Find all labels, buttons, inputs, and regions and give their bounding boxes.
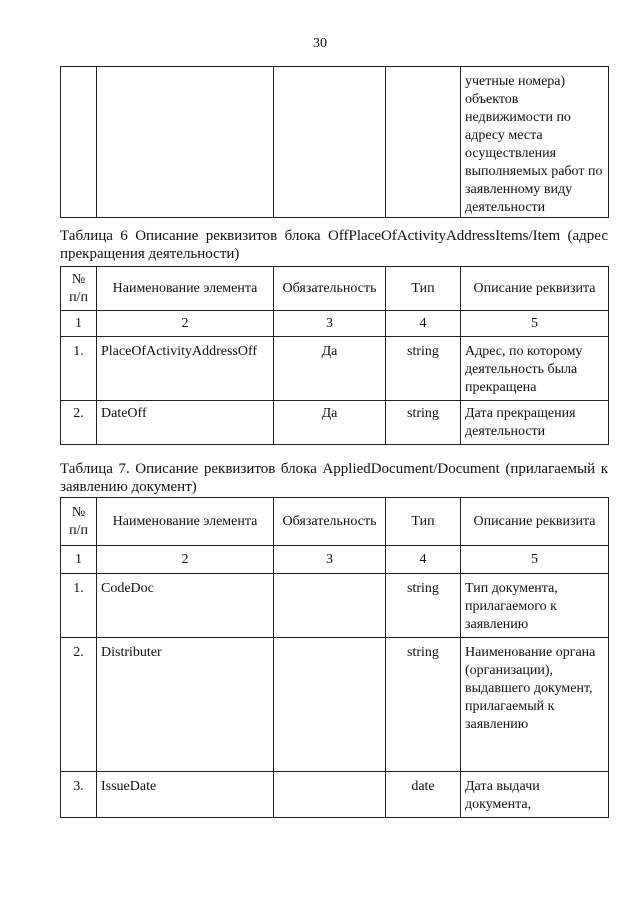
continued-cell-required	[274, 67, 386, 218]
table7-row2-desc: Наименование органа (организации), выдавшего документ, прилагаемый к заявлению	[461, 638, 609, 772]
table7-row1-desc: Тип документа, прилагаемого к заявлению	[461, 574, 609, 638]
table7-row2-required	[274, 638, 386, 772]
table6-header-type: Тип	[386, 267, 461, 311]
table-row	[61, 401, 609, 445]
table7-header-type: Тип	[386, 498, 461, 546]
continued-cell-desc: учетные номера) объектов недвижимости по адресу места осуществления выполняемых работ по заявленному виду деятельности	[461, 67, 609, 218]
table-row	[61, 574, 609, 638]
table6-header-desc: Описание реквизита	[461, 267, 609, 311]
table6-row2-num: 2.	[61, 401, 97, 445]
continued-table	[60, 66, 609, 218]
table6-row1-name: PlaceOfActivityAddressOff	[97, 337, 274, 401]
table6-index-3: 3	[274, 311, 386, 337]
table6-row1-desc: Адрес, по которому деятельность была прекращена	[461, 337, 609, 401]
table7-row2-type: string	[386, 638, 461, 772]
table7-row2-num: 2.	[61, 638, 97, 772]
table6	[60, 266, 609, 445]
continued-cell-type	[386, 67, 461, 218]
table7	[60, 497, 609, 818]
table7-index-5: 5	[461, 546, 609, 574]
table6-index-1: 1	[61, 311, 97, 337]
table6-row2-type: string	[386, 401, 461, 445]
table6-index-4: 4	[386, 311, 461, 337]
table7-row3-required	[274, 772, 386, 818]
table7-index-3: 3	[274, 546, 386, 574]
table7-index-2: 2	[97, 546, 274, 574]
table6-row1-type: string	[386, 337, 461, 401]
table7-header-required: Обязательность	[274, 498, 386, 546]
table7-row3-desc: Дата выдачи документа,	[461, 772, 609, 818]
table7-row3-num: 3.	[61, 772, 97, 818]
table6-caption: Таблица 6 Описание реквизитов блока OffPlaceOfActivityAddressItems/Item (адрес прекращения деятельности)	[60, 228, 608, 262]
table6-row2-required: Да	[274, 401, 386, 445]
table-row	[61, 772, 609, 818]
table6-header-name: Наименование элемента	[97, 267, 274, 311]
table7-header-desc: Описание реквизита	[461, 498, 609, 546]
table7-row1-required	[274, 574, 386, 638]
table6-index-5: 5	[461, 311, 609, 337]
table7-index-1: 1	[61, 546, 97, 574]
table7-row1-name: CodeDoc	[97, 574, 274, 638]
table7-caption: Таблица 7. Описание реквизитов блока AppliedDocument/Document (прилагаемый к заявлению документ)	[60, 461, 608, 495]
page-number: 30	[313, 36, 327, 51]
table7-row1-num: 1.	[61, 574, 97, 638]
table6-row2-name: DateOff	[97, 401, 274, 445]
table7-header-name: Наименование элемента	[97, 498, 274, 546]
table-row	[61, 638, 609, 772]
table6-row1-required: Да	[274, 337, 386, 401]
continued-cell-num	[61, 67, 97, 218]
table7-row3-name: IssueDate	[97, 772, 274, 818]
table6-header-num: № п/п	[61, 267, 97, 311]
table7-index-4: 4	[386, 546, 461, 574]
table6-header-required: Обязательность	[274, 267, 386, 311]
table6-row2-desc: Дата прекращения деятельности	[461, 401, 609, 445]
table7-row1-type: string	[386, 574, 461, 638]
table6-row1-num: 1.	[61, 337, 97, 401]
continued-cell-name	[97, 67, 274, 218]
table6-index-2: 2	[97, 311, 274, 337]
table7-row2-name: Distributer	[97, 638, 274, 772]
table7-row3-type: date	[386, 772, 461, 818]
table-row	[61, 337, 609, 401]
table7-header-num: № п/п	[61, 498, 97, 546]
